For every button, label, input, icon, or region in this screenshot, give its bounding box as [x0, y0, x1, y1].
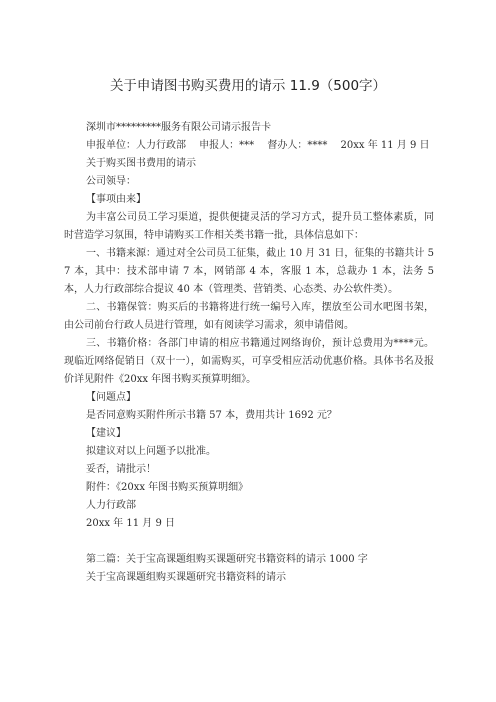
section-heading-origin: 【事项由来】 — [86, 194, 146, 205]
declaration-info-line: 申报单位：人力行政部 申报人：*** 督办人：**** 20xx 年 11 月 9 日 — [86, 140, 430, 151]
second-article-subtitle: 关于宝高课题组购买课题研究书籍资料的请示 — [86, 572, 286, 583]
paragraph-book-price: 三、书籍价格：各部门申请的相应书籍通过网络询价，预计总费用为****元。现临近网络促销日（双十一），如需购买，可享受相应活动优惠价格。具体书名及报价详见附件《20xx 年图书购买预算明细》。 — [64, 338, 434, 385]
paragraph-suggestion: 拟建议对以上问题予以批准。 — [86, 446, 216, 457]
paragraph-attachment: 附件：《20xx 年图书购买预算明细》 — [86, 482, 249, 493]
section-heading-suggestion: 【建议】 — [86, 428, 126, 439]
company-report-card-heading: 深圳市*********服务有限公司请示报告卡 — [86, 122, 271, 133]
paragraph-purpose: 为丰富公司员工学习渠道，提供便捷灵活的学习方式，提升员工整体素质，同时营造学习氛围，特申请购买工作相关类书籍一批，具体信息如下： — [64, 212, 434, 241]
salutation: 公司领导： — [86, 176, 136, 187]
signature-date: 20xx 年 11 月 9 日 — [86, 518, 175, 529]
paragraph-book-source: 一、书籍来源：通过对全公司员工征集，截止 10 月 31 日，征集的书籍共计 57 本，其中：技术部申请 7 本，网销部 4 本，客服 1 本，总裁办 1 本，法务 5 本，人力行政部综合提议 40 本（管理类、营销类、心态类、办公软件类）。 — [64, 248, 434, 295]
paragraph-book-storage: 二、书籍保管：购买后的书籍将进行统一编号入库，摆放至公司水吧图书架，由公司前台行政人员进行管理，如有阅读学习需求，须申请借阅。 — [64, 302, 434, 331]
paragraph-issue-question: 是否同意购买附件所示书籍 57 本，费用共计 1692 元？ — [86, 410, 337, 421]
request-subject-line: 关于购买图书费用的请示 — [86, 158, 196, 169]
section-spacer — [64, 533, 434, 551]
second-article-heading: 第二篇：关于宝高课题组购买课题研究书籍资料的请示 1000 字 — [86, 554, 368, 565]
paragraph-approval-request: 妥否，请批示！ — [86, 464, 156, 475]
section-heading-issue: 【问题点】 — [86, 392, 136, 403]
document-body — [64, 119, 434, 587]
signature-department: 人力行政部 — [86, 500, 136, 511]
document-title: 关于申请图书购买费用的请示 11.9（500字） — [109, 78, 387, 94]
